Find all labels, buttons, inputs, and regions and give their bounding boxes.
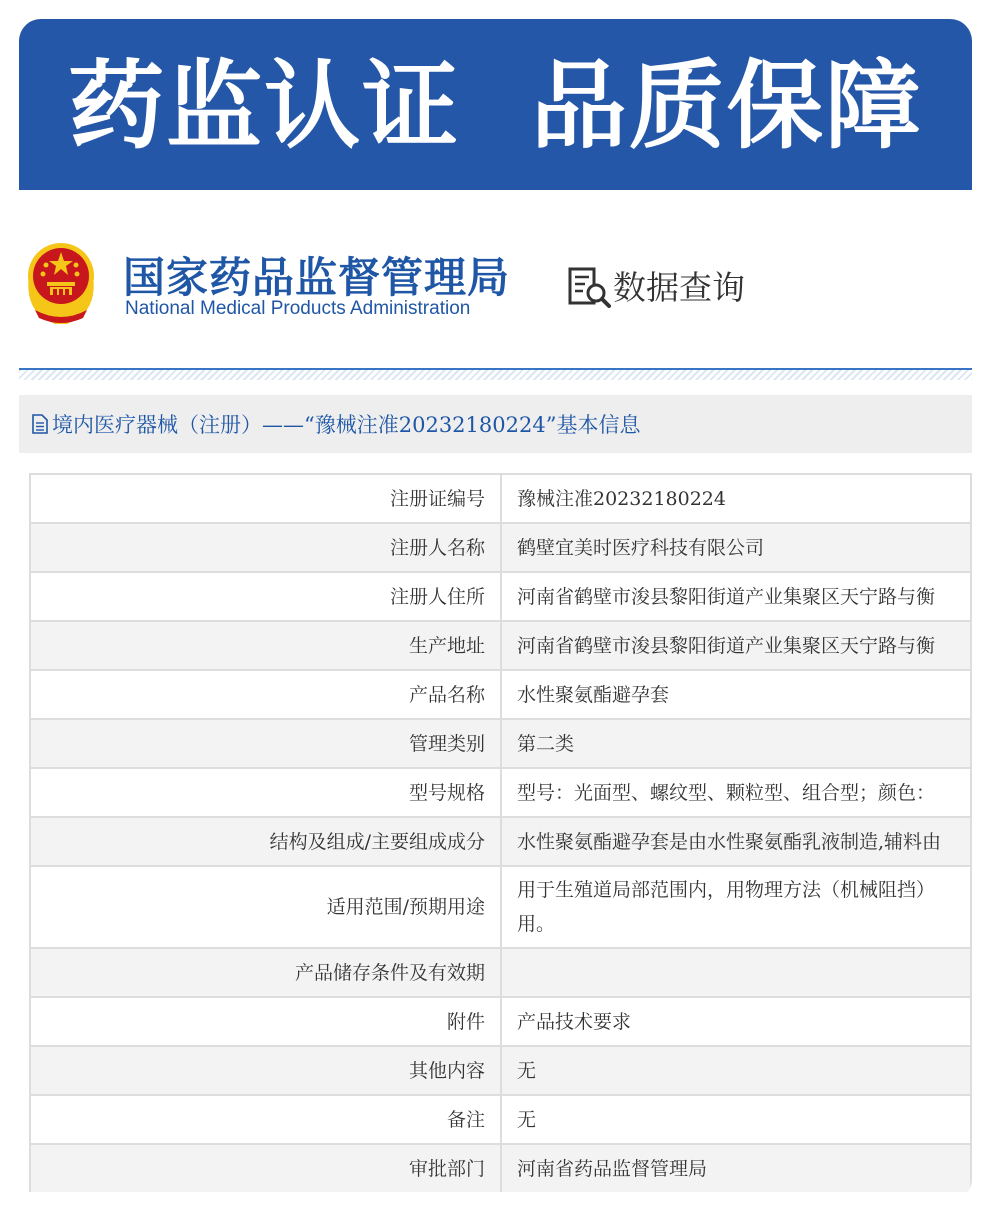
- table-row: [30, 670, 971, 719]
- row-label: 结构及组成/主要组成成分: [30, 817, 501, 866]
- banner-text: 药监认证 品质保障: [68, 50, 923, 162]
- row-value: 豫械注准20232180224: [501, 474, 971, 523]
- row-label: 附件: [30, 997, 501, 1046]
- section-title: 境内医疗器械（注册）——“豫械注准20232180224”基本信息: [52, 413, 641, 437]
- data-query-label[interactable]: 数据查询: [613, 268, 745, 307]
- data-query-icon[interactable]: [568, 267, 612, 309]
- row-value: 无: [501, 1095, 971, 1144]
- row-value: 河南省药品监督管理局: [501, 1144, 971, 1192]
- section-title-bar: [19, 395, 972, 453]
- row-value: 河南省鹤壁市浚县黎阳街道产业集聚区天宁路与衡: [501, 621, 971, 670]
- row-value: 用于生殖道局部范围内，用物理方法（机械阻挡）用。: [501, 866, 971, 948]
- national-emblem-icon: [21, 238, 101, 324]
- agency-header: [19, 190, 972, 368]
- table-row: [30, 817, 971, 866]
- row-value: 河南省鹤壁市浚县黎阳街道产业集聚区天宁路与衡: [501, 572, 971, 621]
- table-row: [30, 768, 971, 817]
- table-row: [30, 866, 971, 948]
- header-divider: [19, 368, 972, 380]
- table-row: [30, 1144, 971, 1192]
- row-label: 注册人名称: [30, 523, 501, 572]
- document-icon: [32, 414, 48, 434]
- promo-card: [19, 19, 972, 1201]
- row-value: 型号：光面型、螺纹型、颗粒型、组合型；颜色：: [501, 768, 971, 817]
- row-label: 产品名称: [30, 670, 501, 719]
- table-row: [30, 572, 971, 621]
- row-value: 产品技术要求: [501, 997, 971, 1046]
- agency-name-cn: 国家药品监督管理局: [123, 253, 511, 302]
- row-label: 适用范围/预期用途: [30, 866, 501, 948]
- row-label: 型号规格: [30, 768, 501, 817]
- row-label: 注册证编号: [30, 474, 501, 523]
- table-row: [30, 948, 971, 997]
- row-label: 注册人住所: [30, 572, 501, 621]
- table-row: [30, 997, 971, 1046]
- registration-info-table: [29, 473, 972, 1192]
- row-value: 水性聚氨酯避孕套: [501, 670, 971, 719]
- row-label: 其他内容: [30, 1046, 501, 1095]
- row-value: [501, 948, 971, 997]
- row-label: 备注: [30, 1095, 501, 1144]
- promo-banner: [19, 19, 972, 190]
- table-row: [30, 719, 971, 768]
- row-label: 生产地址: [30, 621, 501, 670]
- row-label: 管理类别: [30, 719, 501, 768]
- row-value: 鹤壁宜美时医疗科技有限公司: [501, 523, 971, 572]
- table-row: [30, 621, 971, 670]
- row-label: 产品储存条件及有效期: [30, 948, 501, 997]
- table-row: [30, 474, 971, 523]
- row-label: 审批部门: [30, 1144, 501, 1192]
- row-value: 第二类: [501, 719, 971, 768]
- table-row: [30, 523, 971, 572]
- agency-name-en: National Medical Products Administration: [125, 298, 471, 319]
- table-row: [30, 1046, 971, 1095]
- table-row: [30, 1095, 971, 1144]
- row-value: 无: [501, 1046, 971, 1095]
- row-value: 水性聚氨酯避孕套是由水性聚氨酯乳液制造,辅料由: [501, 817, 971, 866]
